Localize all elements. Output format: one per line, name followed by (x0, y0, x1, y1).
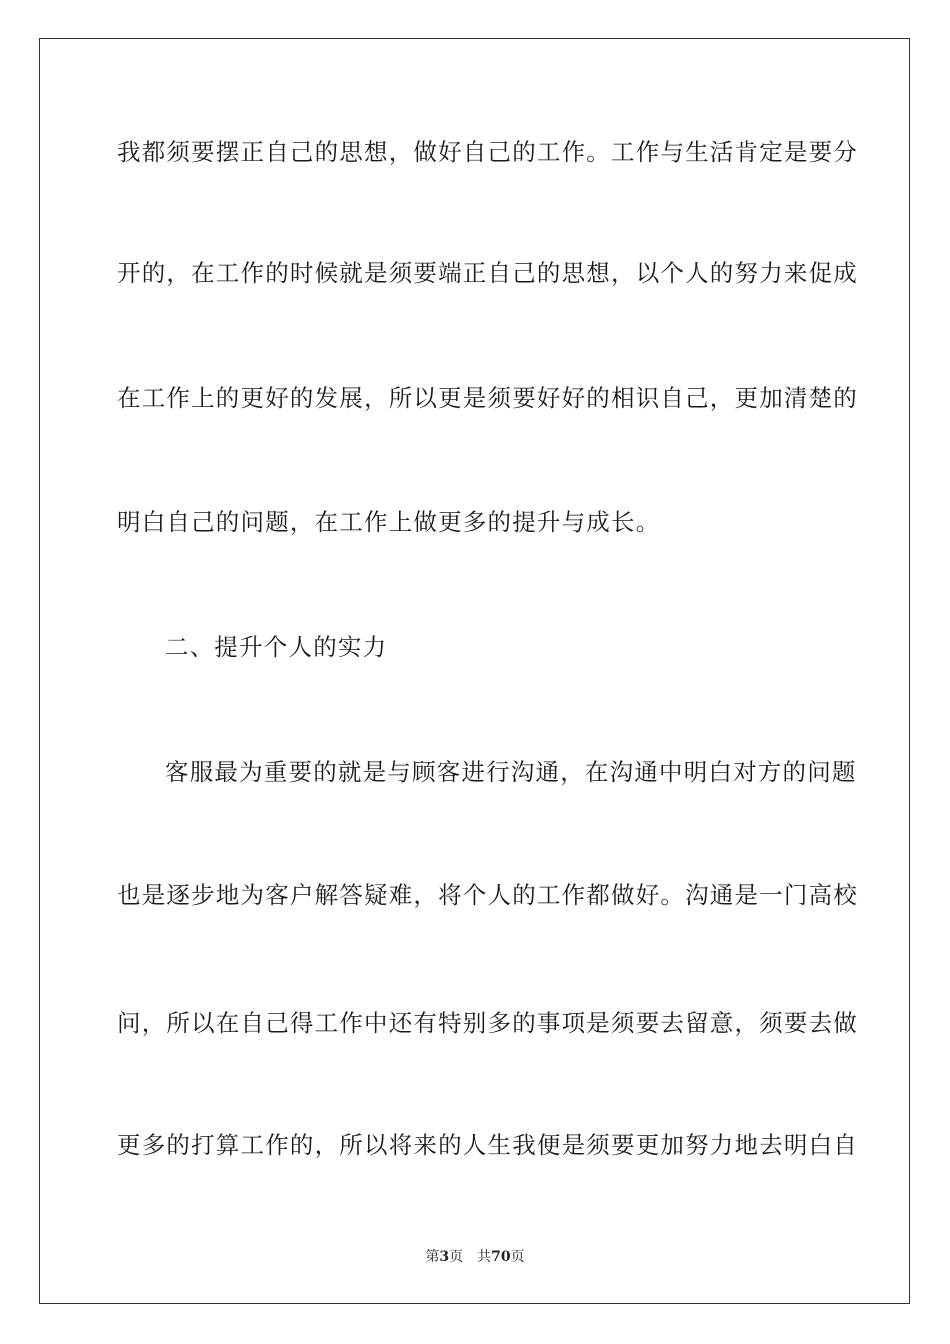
total-prefix: 共 (477, 1249, 492, 1265)
body-line-7: 也是逐步地为客户解答疑难，将个人的工作都做好。沟通是一门高校 (117, 881, 858, 909)
body-line-1: 我都须要摆正自己的思想，做好自己的工作。工作与生活肯定是要分 (117, 138, 858, 166)
page-number: 3 (439, 1249, 450, 1265)
page-border (39, 38, 910, 1304)
body-line-8: 问，所以在自己得工作中还有特别多的事项是须要去留意，须要去做 (117, 1009, 858, 1037)
total-pages: 70 (491, 1249, 511, 1265)
body-line-6: 客服最为重要的就是与顾客进行沟通，在沟通中明白对方的问题 (165, 758, 857, 786)
body-line-4: 明白自己的问题，在工作上做更多的提升与成长。 (117, 508, 661, 536)
page-footer (0, 1248, 950, 1266)
page-prefix: 第 (425, 1249, 440, 1265)
body-line-9: 更多的打算工作的，所以将来的人生我便是须要更加努力地去明白自 (117, 1131, 858, 1159)
total-suffix: 页 (510, 1249, 525, 1265)
section-heading: 二、提升个人的实力 (165, 633, 388, 661)
body-line-2: 开的，在工作的时候就是须要端正自己的思想，以个人的努力来促成 (117, 259, 858, 287)
body-line-3: 在工作上的更好的发展，所以更是须要好好的相识自己，更加清楚的 (117, 384, 858, 412)
page-suffix: 页 (449, 1249, 464, 1265)
